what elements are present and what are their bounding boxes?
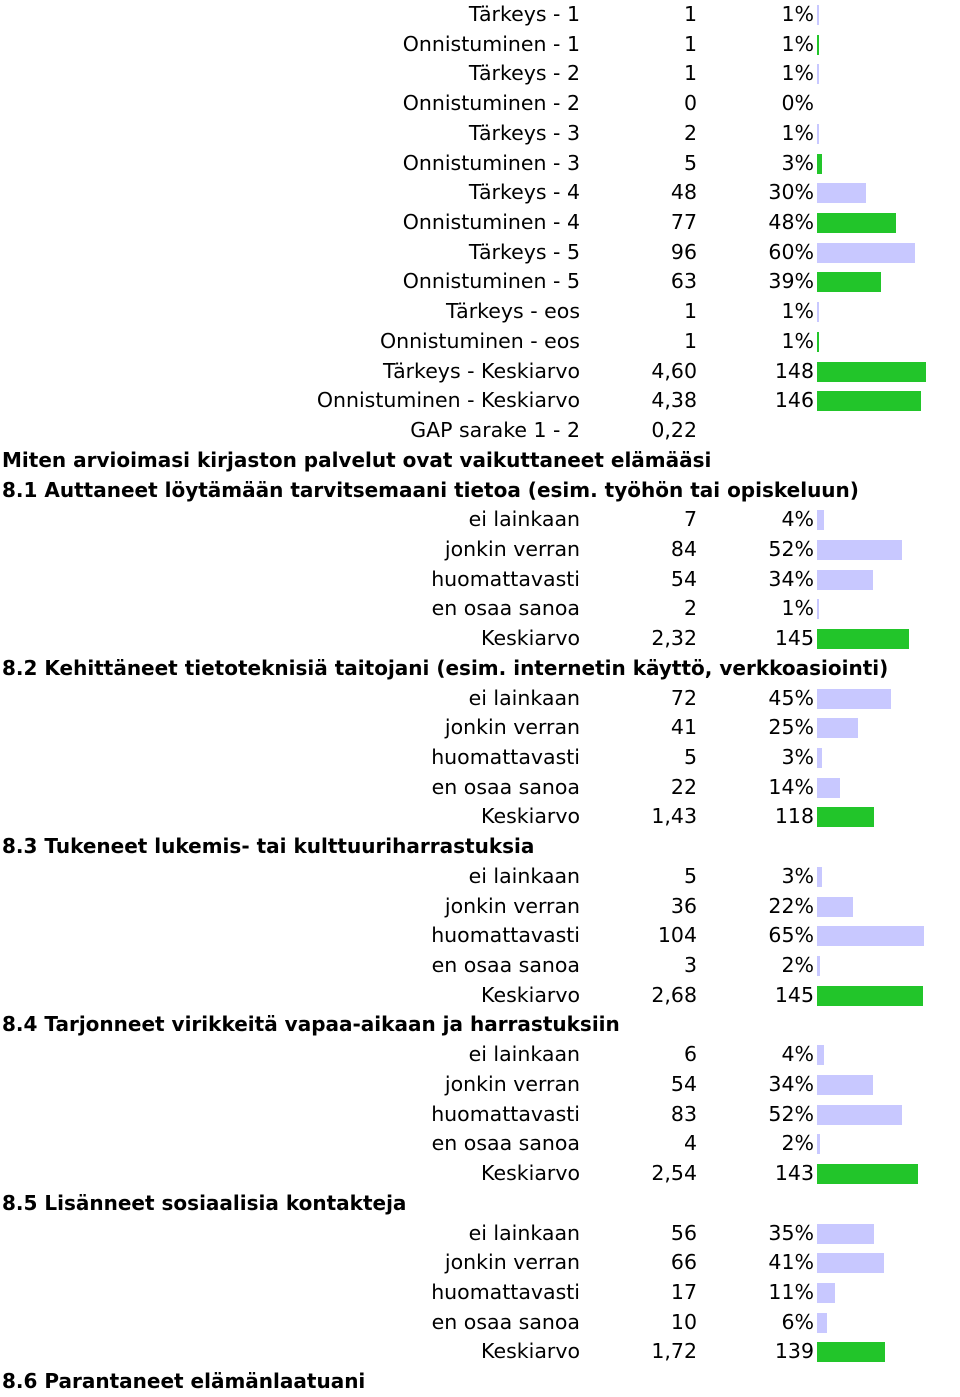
percent-value: 1% bbox=[781, 2, 814, 26]
count-value: 5 bbox=[683, 863, 697, 888]
row-label: huomattavasti bbox=[431, 566, 580, 591]
percent-value: 3% bbox=[781, 745, 814, 769]
answer-row bbox=[0, 505, 960, 535]
percent-bar bbox=[817, 956, 820, 976]
row-label: en osaa sanoa bbox=[431, 1131, 580, 1156]
percent-bar bbox=[817, 570, 873, 590]
row-label: Tärkeys - 4 bbox=[468, 180, 580, 205]
count-value: 7 bbox=[683, 507, 697, 532]
mean-bar bbox=[817, 362, 926, 382]
percent-bar bbox=[817, 540, 902, 560]
mean-index-value: 146 bbox=[774, 388, 814, 413]
mean-value: 4,38 bbox=[651, 388, 697, 413]
section-heading: 8.1 Auttaneet löytämään tarvitsemaani tietoa (esim. työhön tai opiskeluun) bbox=[2, 477, 859, 502]
count-value: 6 bbox=[683, 1042, 697, 1067]
answer-row bbox=[0, 1248, 960, 1278]
row-label: ei lainkaan bbox=[468, 863, 580, 888]
answer-row bbox=[0, 921, 960, 951]
section-heading: 8.6 Parantaneet elämänlaatuani bbox=[2, 1369, 366, 1394]
count-value: 83 bbox=[670, 1101, 697, 1126]
percent-bar bbox=[817, 510, 824, 530]
percent-value: 3% bbox=[781, 863, 814, 888]
mean-bar bbox=[817, 1342, 885, 1362]
row-label: Onnistuminen - eos bbox=[379, 328, 580, 353]
row-label: GAP sarake 1 - 2 bbox=[410, 418, 580, 443]
row-label: Onnistuminen - 3 bbox=[402, 150, 580, 175]
count-value: 0 bbox=[683, 91, 697, 116]
answer-row bbox=[0, 149, 960, 179]
mean-value: 2,54 bbox=[651, 1161, 697, 1186]
row-label: huomattavasti bbox=[431, 923, 580, 948]
count-value: 22 bbox=[670, 774, 697, 799]
count-value: 1 bbox=[683, 299, 697, 324]
percent-value: 14% bbox=[768, 774, 814, 799]
section-heading: 8.3 Tukeneet lukemis- tai kulttuuriharrastuksia bbox=[2, 834, 535, 859]
count-value: 0,22 bbox=[651, 418, 697, 443]
mean-row bbox=[0, 624, 960, 654]
mean-bar bbox=[817, 391, 921, 411]
mean-row bbox=[0, 386, 960, 416]
answer-row bbox=[0, 327, 960, 357]
answer-row bbox=[0, 951, 960, 981]
percent-value: 1% bbox=[781, 596, 814, 621]
count-value: 10 bbox=[670, 1309, 697, 1334]
row-label: jonkin verran bbox=[444, 1250, 580, 1275]
percent-value: 39% bbox=[768, 269, 814, 294]
count-value: 1 bbox=[683, 328, 697, 353]
mean-index-value: 145 bbox=[774, 982, 814, 1007]
percent-bar bbox=[817, 213, 896, 233]
percent-value: 22% bbox=[768, 893, 814, 918]
answer-row bbox=[0, 1070, 960, 1100]
count-value: 54 bbox=[670, 1071, 697, 1096]
row-label: en osaa sanoa bbox=[431, 953, 580, 978]
percent-bar bbox=[817, 35, 819, 55]
answer-row bbox=[0, 297, 960, 327]
percent-value: 48% bbox=[768, 210, 814, 235]
row-label: jonkin verran bbox=[444, 893, 580, 918]
percent-value: 52% bbox=[768, 536, 814, 561]
mean-row bbox=[0, 357, 960, 387]
percent-bar bbox=[817, 183, 866, 203]
row-label: Onnistuminen - 1 bbox=[402, 31, 580, 56]
percent-value: 6% bbox=[781, 1309, 814, 1334]
count-value: 72 bbox=[670, 685, 697, 710]
mean-row bbox=[0, 802, 960, 832]
answer-row bbox=[0, 0, 960, 30]
percent-bar bbox=[817, 1283, 835, 1303]
row-label: Tärkeys - 3 bbox=[468, 120, 580, 145]
mean-index-value: 118 bbox=[774, 804, 814, 829]
percent-bar bbox=[817, 272, 881, 292]
answer-row bbox=[0, 892, 960, 922]
percent-bar bbox=[817, 332, 819, 352]
answer-row bbox=[0, 1040, 960, 1070]
answer-row bbox=[0, 594, 960, 624]
mean-value: 1,43 bbox=[651, 804, 697, 829]
row-label: en osaa sanoa bbox=[431, 1309, 580, 1334]
percent-bar bbox=[817, 1075, 873, 1095]
count-value: 56 bbox=[670, 1220, 697, 1245]
row-label: jonkin verran bbox=[444, 1071, 580, 1096]
percent-value: 2% bbox=[781, 953, 814, 978]
answer-row bbox=[0, 743, 960, 773]
row-label: jonkin verran bbox=[444, 536, 580, 561]
row-label: ei lainkaan bbox=[468, 507, 580, 532]
answer-row bbox=[0, 267, 960, 297]
row-label: Keskiarvo bbox=[481, 1339, 580, 1364]
percent-value: 1% bbox=[781, 299, 814, 324]
answer-row bbox=[0, 862, 960, 892]
answer-row bbox=[0, 1308, 960, 1338]
row-label: en osaa sanoa bbox=[431, 774, 580, 799]
percent-bar bbox=[817, 1313, 827, 1333]
percent-bar bbox=[817, 124, 819, 144]
mean-value: 1,72 bbox=[651, 1339, 697, 1364]
row-label: Keskiarvo bbox=[481, 982, 580, 1007]
percent-bar bbox=[817, 1224, 874, 1244]
percent-bar bbox=[817, 1105, 902, 1125]
percent-value: 52% bbox=[768, 1101, 814, 1126]
percent-bar bbox=[817, 748, 822, 768]
count-value: 77 bbox=[670, 210, 697, 235]
row-label: huomattavasti bbox=[431, 745, 580, 769]
percent-value: 65% bbox=[768, 923, 814, 948]
mean-index-value: 145 bbox=[774, 626, 814, 651]
answer-row bbox=[0, 416, 960, 446]
percent-value: 34% bbox=[768, 566, 814, 591]
count-value: 3 bbox=[683, 953, 697, 978]
percent-value: 4% bbox=[781, 507, 814, 532]
row-label: ei lainkaan bbox=[468, 1220, 580, 1245]
count-value: 1 bbox=[683, 61, 697, 86]
percent-bar bbox=[817, 1253, 884, 1273]
row-label: huomattavasti bbox=[431, 1279, 580, 1304]
row-label: jonkin verran bbox=[444, 715, 580, 740]
percent-value: 3% bbox=[781, 150, 814, 175]
percent-value: 1% bbox=[781, 328, 814, 353]
count-value: 2 bbox=[683, 596, 697, 621]
answer-row bbox=[0, 773, 960, 803]
mean-value: 2,68 bbox=[651, 982, 697, 1007]
answer-row bbox=[0, 119, 960, 149]
row-label: Keskiarvo bbox=[481, 626, 580, 651]
percent-bar bbox=[817, 1134, 820, 1154]
mean-row bbox=[0, 1159, 960, 1189]
percent-bar bbox=[817, 867, 822, 887]
count-value: 4 bbox=[683, 1131, 697, 1156]
percent-bar bbox=[817, 689, 891, 709]
percent-value: 45% bbox=[768, 685, 814, 710]
answer-row bbox=[0, 30, 960, 60]
answer-row bbox=[0, 565, 960, 595]
percent-bar bbox=[817, 778, 840, 798]
count-value: 84 bbox=[670, 536, 697, 561]
row-label: Tärkeys - eos bbox=[446, 299, 580, 324]
section-heading: Miten arvioimasi kirjaston palvelut ovat vaikuttaneet elämääsi bbox=[2, 447, 712, 472]
answer-row bbox=[0, 208, 960, 238]
percent-value: 60% bbox=[768, 239, 814, 264]
percent-bar bbox=[817, 897, 853, 917]
percent-value: 11% bbox=[768, 1279, 814, 1304]
count-value: 96 bbox=[670, 239, 697, 264]
answer-row bbox=[0, 684, 960, 714]
count-value: 5 bbox=[683, 745, 697, 769]
count-value: 48 bbox=[670, 180, 697, 205]
answer-row bbox=[0, 1129, 960, 1159]
row-label: Onnistuminen - 5 bbox=[402, 269, 580, 294]
row-label: Keskiarvo bbox=[481, 1161, 580, 1186]
count-value: 17 bbox=[670, 1279, 697, 1304]
percent-value: 35% bbox=[768, 1220, 814, 1245]
percent-bar bbox=[817, 64, 819, 84]
answer-row bbox=[0, 238, 960, 268]
percent-bar bbox=[817, 154, 822, 174]
percent-bar bbox=[817, 5, 819, 25]
mean-index-value: 139 bbox=[774, 1339, 814, 1364]
answer-row bbox=[0, 535, 960, 565]
mean-bar bbox=[817, 629, 909, 649]
percent-value: 25% bbox=[768, 715, 814, 740]
percent-value: 34% bbox=[768, 1071, 814, 1096]
percent-value: 4% bbox=[781, 1042, 814, 1067]
percent-bar bbox=[817, 243, 915, 263]
mean-index-value: 148 bbox=[774, 358, 814, 383]
percent-value: 1% bbox=[781, 31, 814, 56]
percent-value: 0% bbox=[781, 91, 814, 116]
count-value: 104 bbox=[657, 923, 697, 948]
count-value: 1 bbox=[683, 2, 697, 26]
count-value: 5 bbox=[683, 150, 697, 175]
mean-row bbox=[0, 1337, 960, 1367]
mean-value: 4,60 bbox=[651, 358, 697, 383]
row-label: Onnistuminen - Keskiarvo bbox=[316, 388, 580, 413]
percent-bar bbox=[817, 302, 819, 322]
count-value: 66 bbox=[670, 1250, 697, 1275]
row-label: Onnistuminen - 2 bbox=[402, 91, 580, 116]
count-value: 54 bbox=[670, 566, 697, 591]
row-label: Tärkeys - 1 bbox=[468, 2, 580, 26]
mean-index-value: 143 bbox=[774, 1161, 814, 1186]
percent-value: 1% bbox=[781, 120, 814, 145]
count-value: 41 bbox=[670, 715, 697, 740]
answer-row bbox=[0, 1219, 960, 1249]
count-value: 1 bbox=[683, 31, 697, 56]
row-label: Tärkeys - Keskiarvo bbox=[382, 358, 580, 383]
percent-value: 2% bbox=[781, 1131, 814, 1156]
section-heading: 8.4 Tarjonneet virikkeitä vapaa-aikaan ja harrastuksiin bbox=[2, 1012, 620, 1037]
row-label: Tärkeys - 5 bbox=[468, 239, 580, 264]
percent-bar bbox=[817, 1045, 824, 1065]
answer-row bbox=[0, 89, 960, 119]
mean-bar bbox=[817, 807, 874, 827]
row-label: huomattavasti bbox=[431, 1101, 580, 1126]
row-label: Keskiarvo bbox=[481, 804, 580, 829]
row-label: en osaa sanoa bbox=[431, 596, 580, 621]
percent-value: 41% bbox=[768, 1250, 814, 1275]
answer-row bbox=[0, 1278, 960, 1308]
percent-bar bbox=[817, 718, 858, 738]
row-label: Tärkeys - 2 bbox=[468, 61, 580, 86]
answer-row bbox=[0, 1100, 960, 1130]
percent-bar bbox=[817, 926, 924, 946]
row-label: ei lainkaan bbox=[468, 1042, 580, 1067]
percent-value: 1% bbox=[781, 61, 814, 86]
count-value: 63 bbox=[670, 269, 697, 294]
mean-bar bbox=[817, 986, 923, 1006]
row-label: Onnistuminen - 4 bbox=[402, 210, 580, 235]
mean-bar bbox=[817, 1164, 918, 1184]
count-value: 36 bbox=[670, 893, 697, 918]
count-value: 2 bbox=[683, 120, 697, 145]
row-label: ei lainkaan bbox=[468, 685, 580, 710]
percent-bar bbox=[817, 599, 819, 619]
percent-value: 30% bbox=[768, 180, 814, 205]
section-heading: 8.2 Kehittäneet tietoteknisiä taitojani (esim. internetin käyttö, verkkoasiointi) bbox=[2, 655, 889, 680]
answer-row bbox=[0, 178, 960, 208]
answer-row bbox=[0, 713, 960, 743]
mean-value: 2,32 bbox=[651, 626, 697, 651]
section-heading: 8.5 Lisänneet sosiaalisia kontakteja bbox=[2, 1190, 407, 1215]
mean-row bbox=[0, 981, 960, 1011]
answer-row bbox=[0, 59, 960, 89]
